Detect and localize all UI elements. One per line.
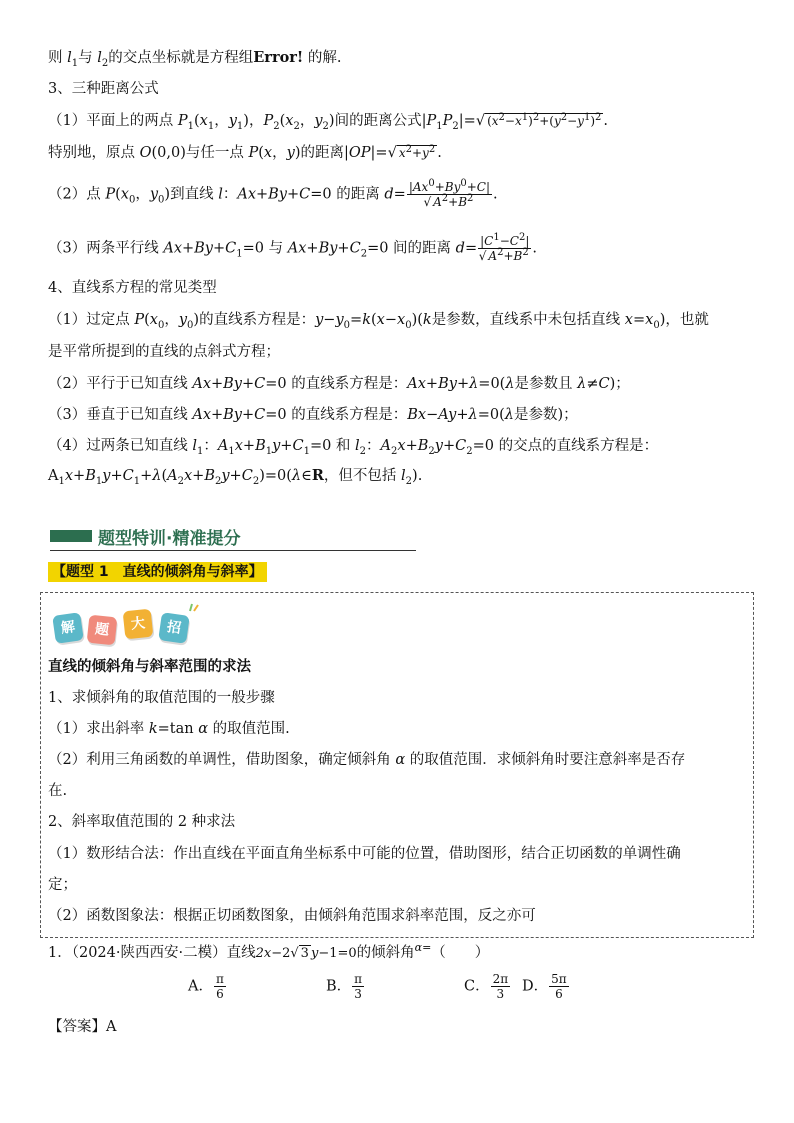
option-c[interactable]: C． $\frac{2\pi}{3}$ bbox=[464, 972, 509, 1001]
option-a[interactable]: A． $\frac{\pi}{6}$ bbox=[188, 972, 224, 1001]
line-family-2: （2）平行于已知直线 Ax+By+C=0 的直线系方程是：Ax+By+λ=0(λ是参数且 λ≠C)； bbox=[48, 376, 630, 392]
answer: 【答案】A bbox=[48, 1019, 117, 1035]
distance-formula-1: （1）平面上的两点 $P_1(x_1$，$y_1$)，$P_2(x_2$，$y_2$)间的距离公式$|P_1P_2|=√$ $(x^2-x^1)^2+(y^2-y^1)^2$ . bbox=[48, 112, 608, 132]
method-step-heading: 1、求倾斜角的取值范围的一般步骤 bbox=[48, 690, 275, 706]
line-family-4: （4）过两条已知直线 $l_1$：$A_1x+B_1y+C_1=0$ 和 $l_2$：$A_2x+B_2y+C_2=0$ 的交点的直线系方程是： bbox=[48, 438, 659, 457]
method-step-2: （2）利用三角函数的单调性，借助图象，确定倾斜角 α 的取值范围．求倾斜角时要注意斜率是否存 bbox=[48, 752, 686, 768]
line-family-3: （3）垂直于已知直线 Ax+By+C=0 的直线系方程是：Bx−Ay+λ=0(λ是参数)； bbox=[48, 407, 578, 423]
question-1: 1．（2024·陕西西安·二模）直线2x−2√ 3 y−1=0的倾斜角$^{\alpha=}$（ ） bbox=[48, 941, 490, 961]
error-text: Error! bbox=[253, 49, 304, 66]
parallel-lines-distance: （3）两条平行线 $Ax+By+C_1=0$ 与 $Ax+By+C_2=0$ 间的距离 d= $\frac{|C^1-C^2|}{√ A^2+B^2}$ . bbox=[48, 232, 537, 263]
line-family-1: （1）过定点 $P(x_0$，$y_0$)的直线系方程是：$y-y_0=k(x-x_0)(k$是参数，直线系中未包括直线 $x=x_0$)，也就 bbox=[48, 312, 709, 331]
method-step-2-cont: 在. bbox=[48, 783, 68, 799]
section-banner bbox=[50, 522, 416, 551]
banner-title: 题型特训·精准提分 bbox=[98, 529, 241, 549]
method-heading: 直线的倾斜角与斜率范围的求法 bbox=[48, 658, 251, 675]
slope-method-2: （2）函数图象法：根据正切函数图象，由倾斜角范围求斜率范围，反之亦可 bbox=[48, 908, 536, 924]
line-family-4-cont: $A_1x+B_1y+C_1+\lambda(A_2x+B_2y+C_2)=0(\lambda\in R$，但不包括 $l_2$). bbox=[48, 467, 423, 487]
method-step-1: （1）求出斜率 k=tan α 的取值范围. bbox=[48, 721, 290, 737]
slope-methods-heading: 2、斜率取值范围的 2 种求法 bbox=[48, 814, 236, 830]
banner-bar bbox=[50, 530, 92, 542]
slope-method-1: （1）数形结合法：作出直线在平面直角坐标系中可能的位置，借助图形，结合正切函数的单调性确 bbox=[48, 846, 681, 862]
chip-3: 大 bbox=[123, 609, 154, 640]
section-4-heading: 4、直线系方程的常见类型 bbox=[48, 280, 217, 296]
intersection-line: 则 $l_1$与 $l_2$的交点坐标就是方程组Error! 的解. bbox=[48, 49, 342, 69]
chip-4: 招 bbox=[158, 612, 190, 644]
chip-2: 题 bbox=[87, 615, 118, 646]
distance-formula-origin: 特别地，原点 O(0,0)与任一点 P(x，y)的距离|OP|=√ $x^2+y^2$ . bbox=[48, 144, 442, 161]
topic-tag: 【题型 1 直线的倾斜角与斜率】 bbox=[48, 562, 267, 582]
sparkle-icon bbox=[188, 600, 200, 610]
line-family-1-cont: 是平常所提到的直线的点斜式方程； bbox=[48, 344, 280, 360]
option-d[interactable]: D． $\frac{5\pi}{6}$ bbox=[522, 972, 567, 1001]
chip-1: 解 bbox=[52, 612, 84, 644]
option-b[interactable]: B． $\frac{\pi}{3}$ bbox=[326, 972, 363, 1001]
section-3-heading: 3、三种距离公式 bbox=[48, 81, 159, 97]
point-line-distance: （2）点 $P(x_0$，$y_0$)到直线 l：Ax+By+C=0 的距离 d= $\frac{|Ax^0+By^0+C|}{√ A^2+B^2}$ . bbox=[48, 178, 498, 209]
slope-method-1-cont: 定； bbox=[48, 877, 77, 893]
